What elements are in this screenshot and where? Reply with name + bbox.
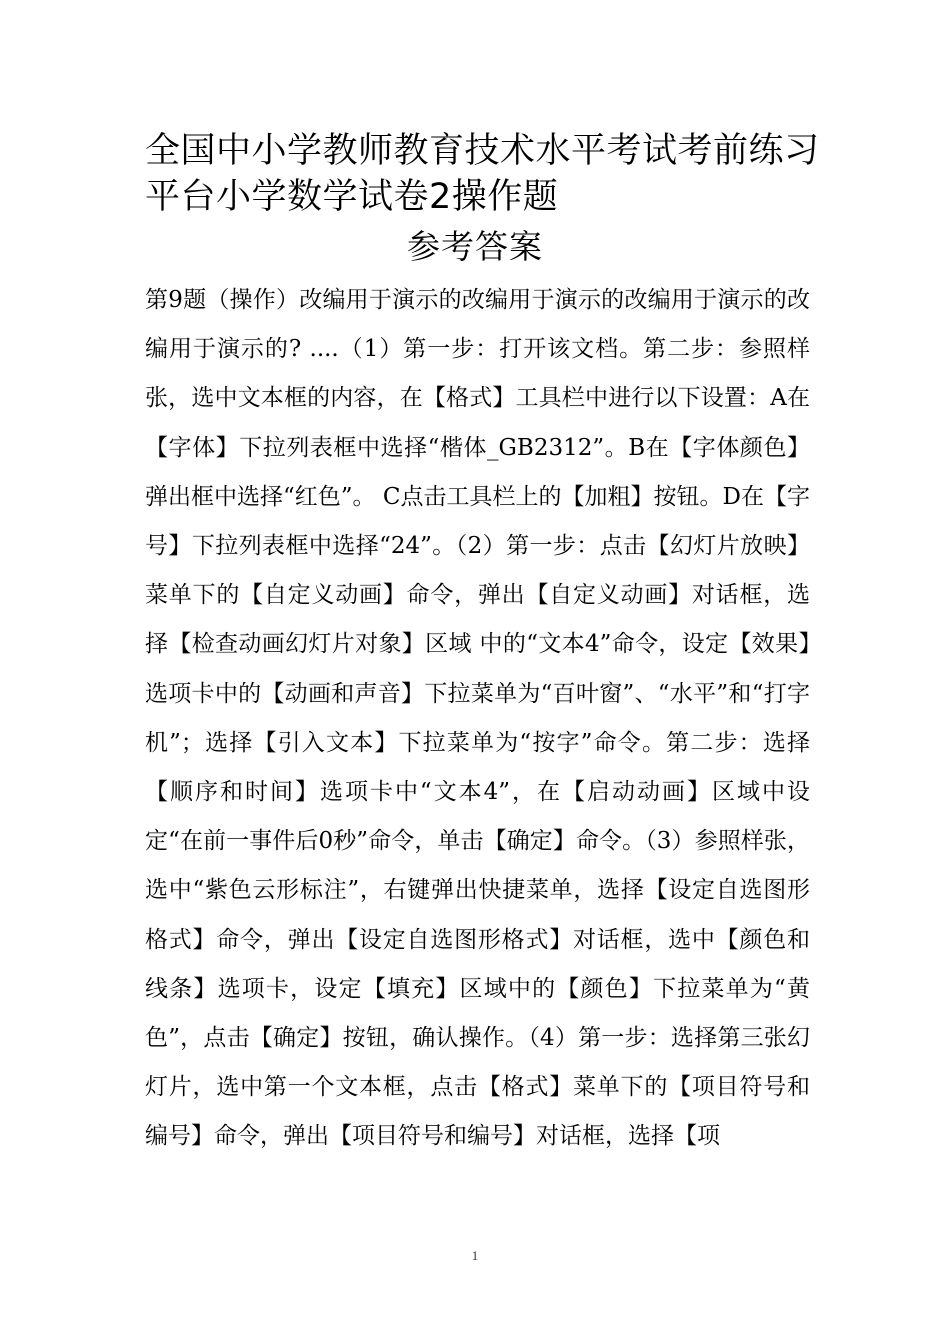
document-subtitle: 参考答案 <box>407 227 543 266</box>
answer-body-text: 第9题（操作）改编用于演示的改编用于演示的改编用于演示的改编用于演示的? ....（1）第一步：打开该文档。第二步：参照样张，选中文本框的内容，在【格式】工具栏中进行以下设置：A在【字体】下拉列表框中选择“楷体_GB2312”。B在【字体颜色】弹出框中选择“红色”。 C点击工具栏上的【加粗】按钮。D在【字号】下拉列表框中选择“24”。（2）第一步：点击【幻灯片放映】菜单下的【自定义动画】命令，弹出【自定义动画】对话框，选择【检查动画幻灯片对象】区域 中的“文本4”命令，设定【效果】选项卡中的【动画和声音】下拉菜单为“百叶窗”、“水平”和“打字机”；选择【引入文本】下拉菜单为“按字”命令。第二步：选择【顺序和时间】选项卡中“文本4”，在【启动动画】区域中设定“在前一事件后0秒”命令，单击【确定】命令。（3）参照样张，选中“紫色云形标注”，右键弹出快捷菜单，选择【设定自选图形格式】命令，弹出【设定自选图形格式】对话框，选中【颜色和线条】选项卡，设定【填充】区域中的【颜色】下拉菜单为“黄色”，点击【确定】按钮，确认操作。（4）第一步：选择第三张幻灯片，选中第一个文本框，点击【格式】菜单下的【项目符号和编号】命令，弹出【项目符号和编号】对话框，选择【项 <box>145 287 810 1150</box>
page-number: 1 <box>471 1248 479 1263</box>
document-title: 全国中小学教师教育技术水平考试考前练习平台小学数学试卷2操作题 <box>145 131 820 217</box>
